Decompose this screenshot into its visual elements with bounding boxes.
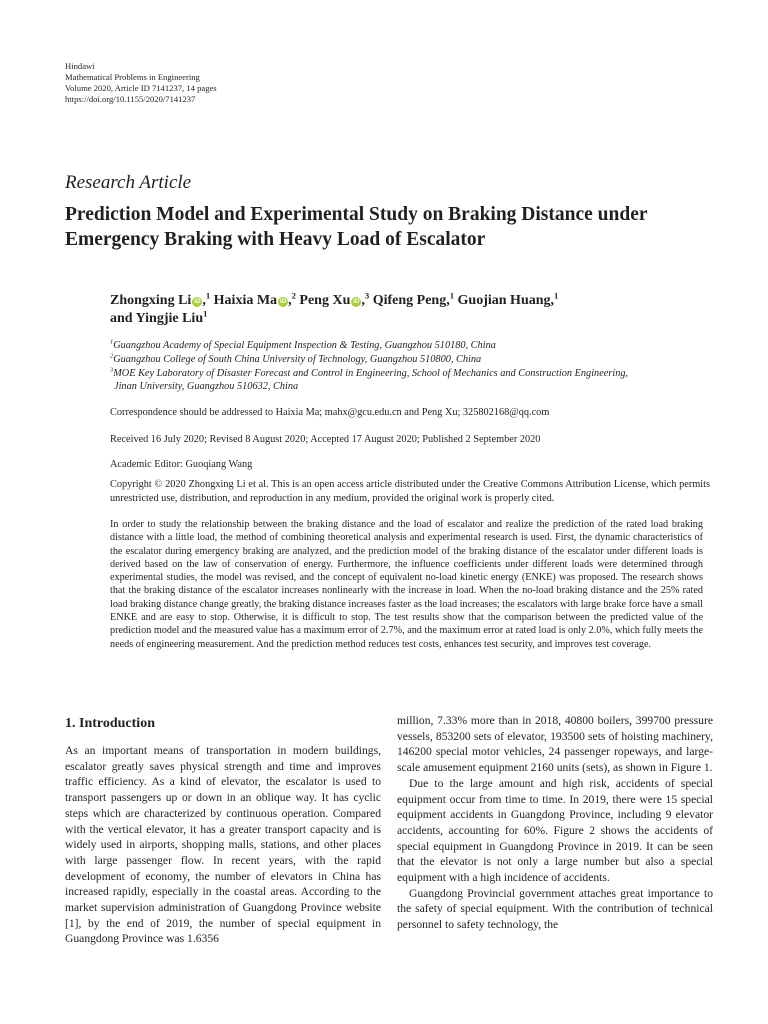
affiliation: [110, 339, 710, 353]
publisher-name: Hindawi: [65, 61, 95, 71]
body-paragraph: Guangdong Provincial government attaches great importance to the safety of special equipment. With the contribution of technical personnel to safety technology, the: [397, 886, 713, 932]
copyright-notice: Copyright © 2020 Zhongxing Li et al. This is an open access article distributed under the Creative Commons Attribution License, which permits unrestricted use, distribution, and reproduction in any medium, provided the original work is properly cited.: [110, 479, 710, 504]
author-conjunction: and: [110, 311, 133, 326]
affiliations: [110, 339, 710, 394]
academic-editor: Academic Editor: Guoqiang Wang: [110, 459, 253, 470]
article-type: Research Article: [65, 172, 192, 193]
orcid-icon[interactable]: iD: [279, 298, 287, 305]
author-name: Yingjie Liu: [135, 311, 204, 326]
body-paragraph: Due to the large amount and high risk, accidents of special equipment occur from time to time. In 2019, there were 15 special equipment accidents in Guangdong Province, including 9 elevator accidents, accounting for 60%. Figure 2 shows the accidents of special equipment in Guangdong Province in 2019. It can be seen that the elevator is not only a large number but also a special equipment with a high incidence of accidents.: [397, 776, 713, 885]
author-list: [110, 292, 710, 328]
journal-header: [65, 61, 465, 105]
author-affiliation-number: 1: [203, 308, 208, 319]
affiliation-text: Guangzhou Academy of Special Equipment Inspection & Testing, Guangzhou 510180, China: [113, 340, 496, 351]
author[interactable]: Haixia Ma iD ,$^2$: [213, 290, 296, 308]
author[interactable]: Qifeng Peng,$^1$: [372, 290, 455, 308]
author-name: Peng Xu: [299, 293, 351, 308]
affiliation-number: 2: [110, 352, 114, 360]
affiliation: [110, 367, 710, 381]
affiliation-continuation: Jinan University, Guangzhou 510632, China: [114, 381, 299, 393]
author[interactable]: [110, 308, 208, 326]
author-name: Guojian Huang: [457, 293, 551, 308]
journal-name: Mathematical Problems in Engineering: [65, 72, 200, 82]
body-column-left: [65, 743, 381, 947]
affiliation-number: 1: [110, 338, 114, 346]
publication-dates: Received 16 July 2020; Revised 8 August 2020; Accepted 17 August 2020; Published 2 September 2020: [110, 434, 541, 445]
author[interactable]: Zhongxing Li iD ,$^1$: [110, 290, 211, 308]
author[interactable]: Peng Xu iD ,$^3$: [299, 290, 370, 308]
author-name: Zhongxing Li: [110, 293, 192, 308]
body-paragraph: million, 7.33% more than in 2018, 40800 boilers, 399700 pressure vessels, 853200 sets of elevator, 193500 sets of hoisting machinery, 146200 special motor vehicles, 24 passenger ropeways, and large-scale amusement equipment 2160 units (sets), as shown in Figure 1.: [397, 714, 713, 775]
author-name: Qifeng Peng: [372, 293, 447, 308]
volume-info: Volume 2020, Article ID 7141237, 14 pages: [65, 83, 217, 93]
author-affiliation-number: 2: [291, 290, 296, 301]
author-affiliation-number: 3: [364, 290, 370, 301]
author-name: Haixia Ma: [213, 293, 278, 308]
orcid-icon[interactable]: iD: [194, 298, 201, 305]
doi-link[interactable]: https://doi.org/10.1155/2020/7141237: [65, 94, 196, 104]
section-heading-introduction: 1. Introduction: [65, 716, 155, 731]
abstract: In order to study the relationship between the braking distance and the load of escalator and realize the prediction of the rated load braking distance with a little load, the method of combining theoretical analysis and experimental research is used. First, the dynamic characteristics of the escalator during emergency braking are analyzed, and the prediction model of the braking distance of the escalator under different loads is derived based on the law of conservation of energy. Furthermore, the influence coefficients under different loads were determined through experimental studies, the model was revised, and the concept of equivalent no-load kinetic energy (ENKE) was proposed. The research shows that the braking distance of the escalator increases nonlinearly with the increase in load. When the no-load braking distance and the 25% rated load braking distance change greatly, the braking distance increases faster as the load increases; the escalators with large brake force have a small ENKE and are easy to stop. Otherwise, it is difficult to stop. The test results show that the comparison between the predicted value of the prediction model and the measured value has a maximum error of 2.7%, and the maximum error at rated load is only 2.0%, which fully meets the needs of engineering measurement. And the prediction method reduces test costs, enhances test security, and improves test coverage.: [110, 519, 703, 650]
author-affiliation-number: 1: [205, 290, 211, 301]
body-paragraph: As an important means of transportation in modern buildings, escalator greatly saves physical strength and time and improves traffic efficiency. As a kind of elevator, the escalator is used to transport passengers up or down in an oblique way. It has cyclic steps which are characterized by continuous operation. Compared with the vertical elevator, it has a greater transport capacity and is widely used in airports, shopping malls, stations, and other places with large passenger flow. In recent years, with the rapid development of economy, the number of elevators in China has increased rapidly, especially in the coastal areas. According to the market supervision administration of Guangdong Province website [1], by the end of 2019, the number of special equipment in Guangdong Province was 1.6356: [65, 744, 381, 946]
article-title: Prediction Model and Experimental Study on Braking Distance under Emergency Braking with Heavy Load of Escalator: [65, 204, 648, 250]
author-affiliation-number: 1: [449, 290, 455, 301]
orcid-icon[interactable]: iD: [353, 298, 360, 305]
author[interactable]: Guojian Huang,$^1$: [457, 290, 559, 308]
affiliation-number: 3: [110, 366, 114, 374]
affiliation-text: MOE Key Laboratory of Disaster Forecast and Control in Engineering, School of Mechanics and Construction Engineering,: [113, 367, 629, 379]
body-column-right: [397, 713, 713, 933]
affiliation: [110, 353, 710, 367]
affiliation-text: Guangzhou College of South China University of Technology, Guangzhou 510800, China: [113, 353, 482, 365]
correspondence: Correspondence should be addressed to Haixia Ma; mahx@gcu.edu.cn and Peng Xu; 325802168@qq.com: [110, 407, 550, 418]
author-affiliation-number: 1: [554, 290, 559, 301]
